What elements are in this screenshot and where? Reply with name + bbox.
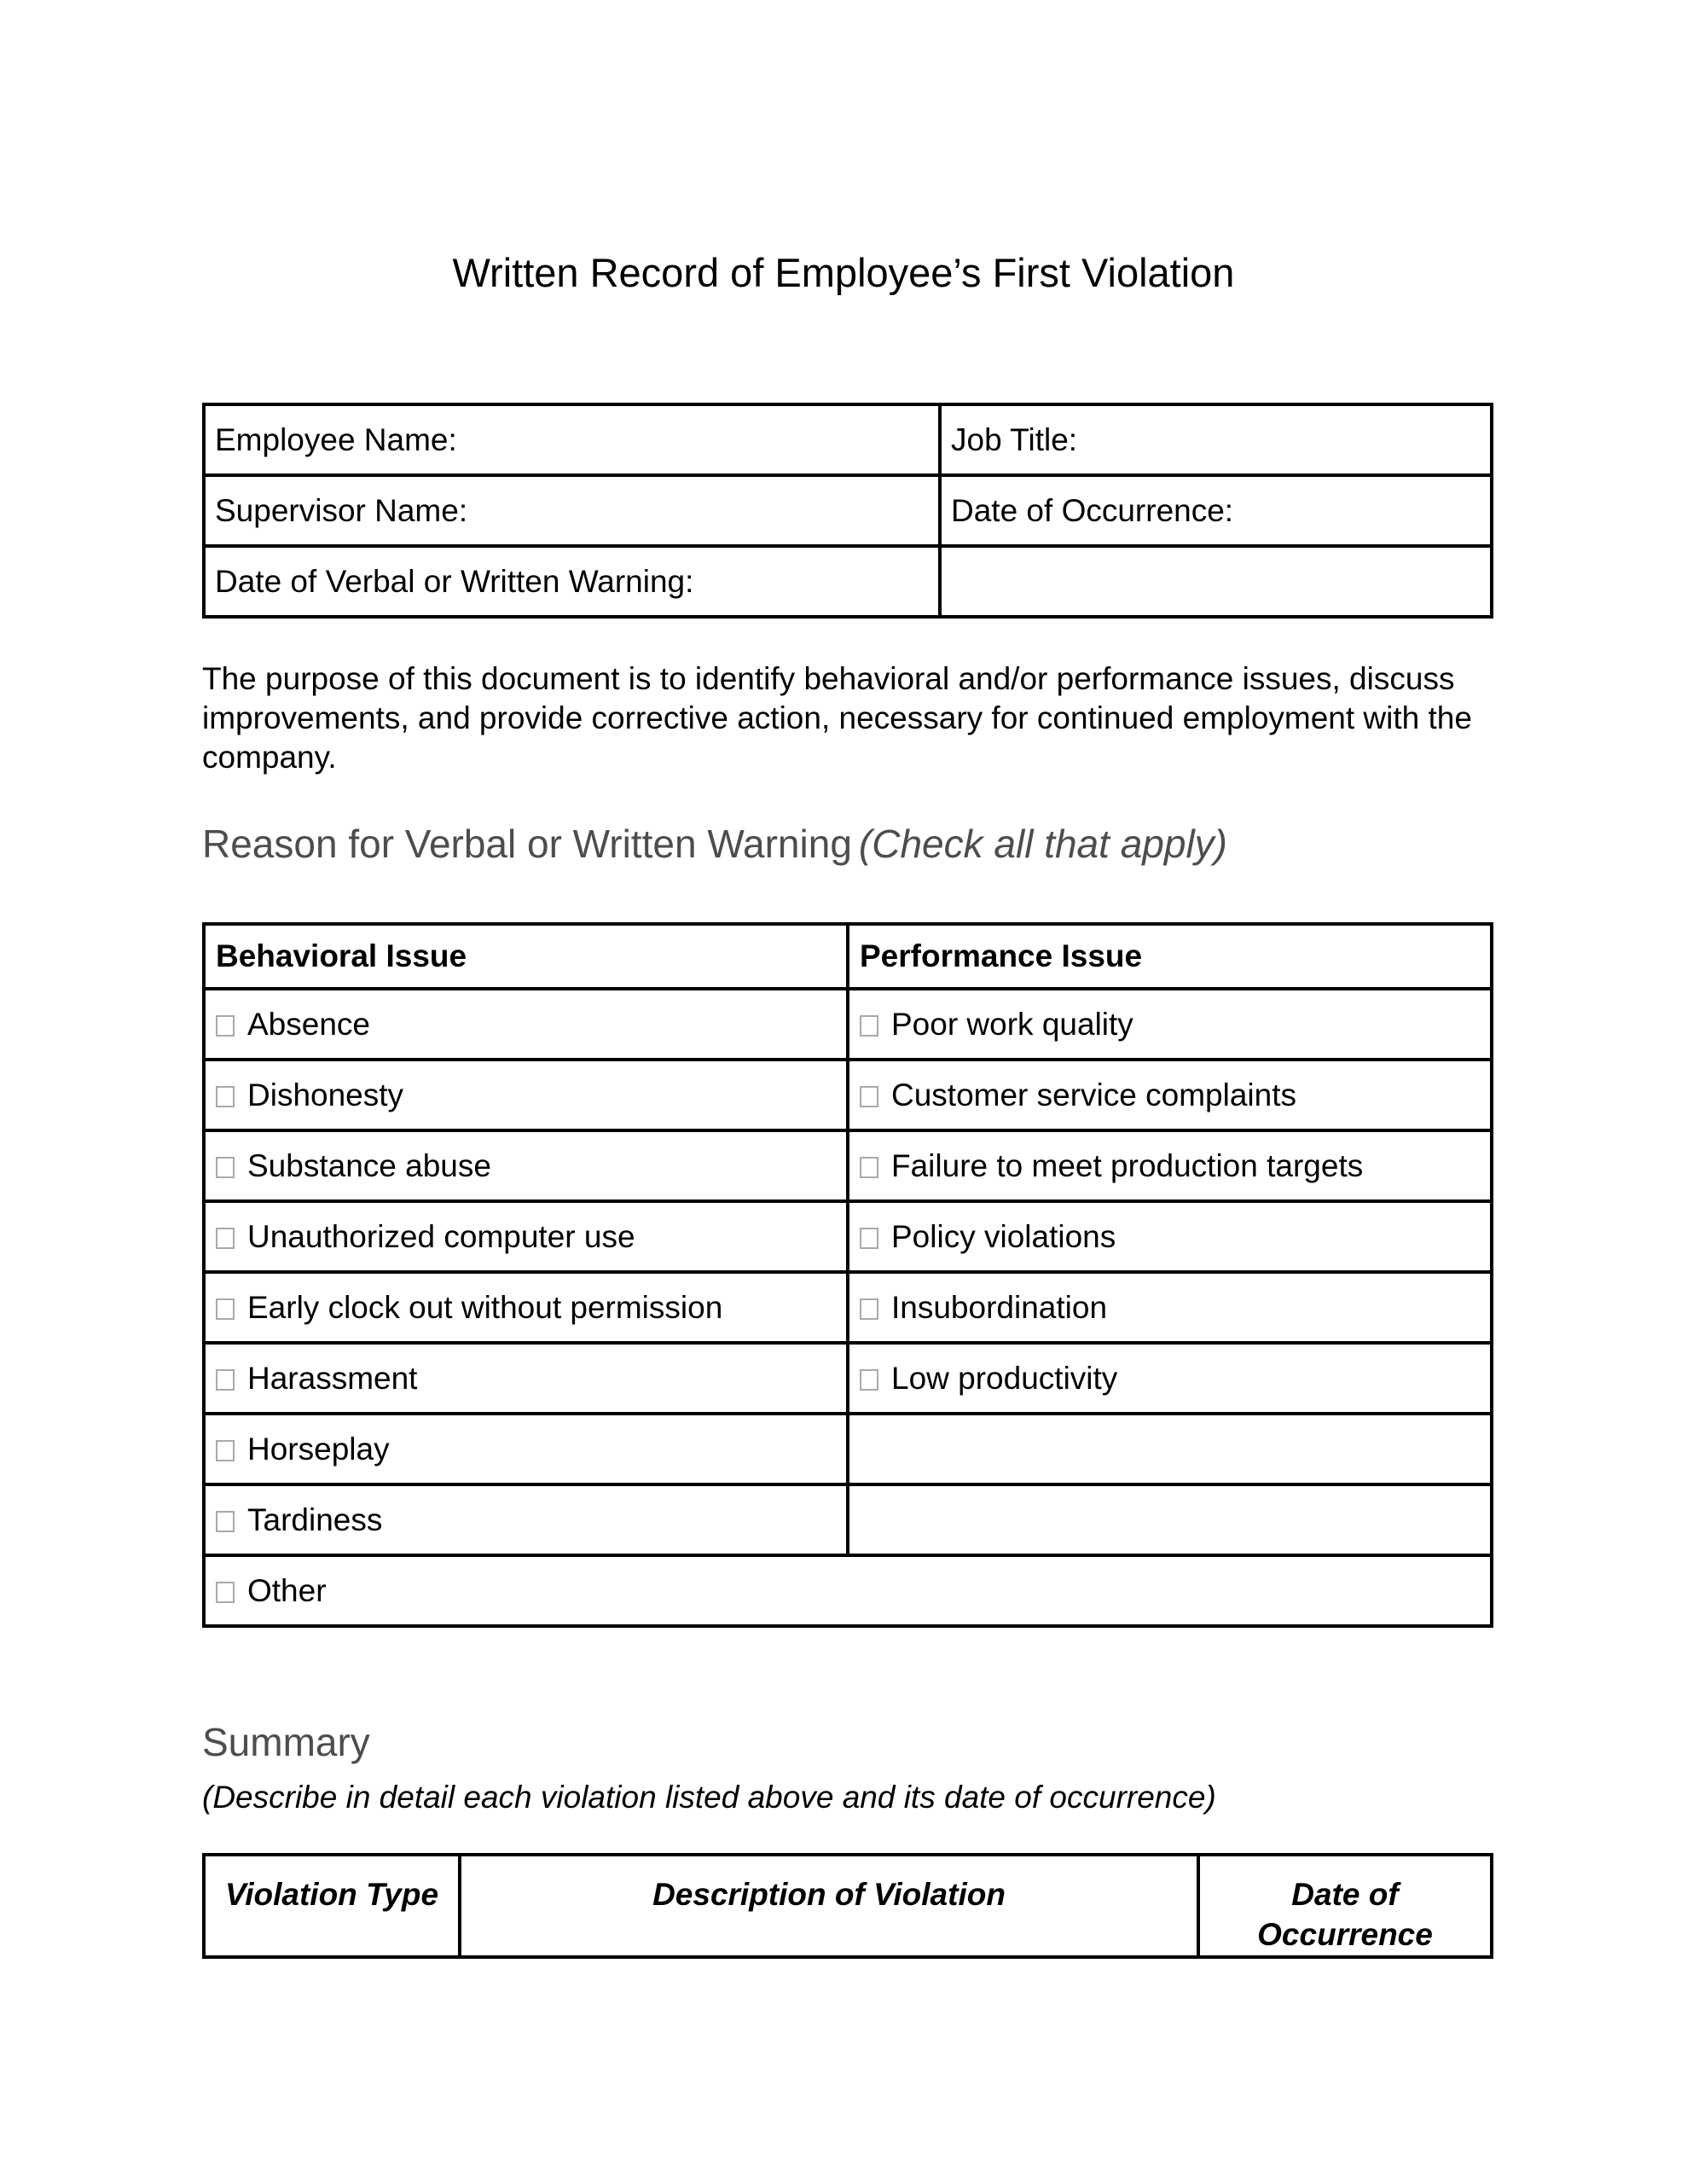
checkbox-label: Failure to meet production targets	[891, 1147, 1364, 1183]
performance-option-cell	[848, 1130, 1492, 1201]
checkbox-customer-service-complaints[interactable]	[860, 1086, 878, 1107]
behavioral-option-cell	[204, 1272, 848, 1343]
document-content	[202, 403, 1490, 1959]
checkbox-other[interactable]	[216, 1582, 235, 1603]
empty-cell[interactable]	[940, 546, 1492, 617]
checkbox-label: Policy violations	[891, 1218, 1116, 1254]
table-row	[204, 546, 1492, 617]
empty-cell	[848, 1414, 1492, 1484]
behavioral-option-cell	[204, 1343, 848, 1414]
field-label: Supervisor Name:	[215, 492, 468, 528]
reason-checklist-table	[202, 922, 1493, 1628]
behavioral-option-cell	[204, 1130, 848, 1201]
checkbox-label: Substance abuse	[247, 1147, 491, 1183]
checkbox-label: Other	[247, 1572, 327, 1608]
empty-cell	[848, 1484, 1492, 1555]
behavioral-option-cell	[204, 1201, 848, 1272]
description-of-violation-header: Description of Violation	[460, 1855, 1198, 1957]
checkbox-policy-violations[interactable]	[860, 1228, 878, 1249]
date-of-occurrence-field[interactable]	[940, 475, 1492, 546]
reason-heading-note: (Check all that apply)	[858, 822, 1227, 866]
checkbox-label: Customer service complaints	[891, 1077, 1296, 1112]
checkbox-label: Poor work quality	[891, 1006, 1133, 1042]
behavioral-option-cell	[204, 1060, 848, 1130]
summary-heading: Summary	[202, 1720, 370, 1764]
table-row	[204, 1060, 1492, 1130]
supervisor-name-field[interactable]	[204, 475, 940, 546]
checkbox-low-productivity[interactable]	[860, 1369, 878, 1391]
table-row	[204, 404, 1492, 475]
date-of-warning-field[interactable]	[204, 546, 940, 617]
table-row	[204, 1414, 1492, 1484]
checkbox-dishonesty[interactable]	[216, 1086, 235, 1107]
behavioral-option-cell	[204, 989, 848, 1060]
table-row	[204, 475, 1492, 546]
checkbox-poor-work-quality[interactable]	[860, 1015, 878, 1037]
reason-section-heading	[202, 820, 1490, 868]
table-row	[204, 1272, 1492, 1343]
document-title: Written Record of Employee’s First Violation	[452, 250, 1235, 295]
checkbox-label: Dishonesty	[247, 1077, 404, 1112]
checkbox-unauthorized-computer-use[interactable]	[216, 1228, 235, 1249]
performance-option-cell	[848, 1272, 1492, 1343]
checkbox-label: Horseplay	[247, 1431, 390, 1467]
performance-issue-header: Performance Issue	[848, 924, 1492, 989]
checkbox-label: Low productivity	[891, 1360, 1118, 1396]
checkbox-horseplay[interactable]	[216, 1440, 235, 1461]
behavioral-option-cell	[204, 1484, 848, 1555]
checkbox-label: Tardiness	[247, 1502, 383, 1537]
performance-option-cell	[848, 989, 1492, 1060]
field-label: Date of Occurrence:	[951, 492, 1234, 528]
table-row	[204, 1201, 1492, 1272]
other-option-cell	[204, 1555, 1492, 1626]
table-row	[204, 1343, 1492, 1414]
date-of-occurrence-header: Date of Occurrence	[1198, 1855, 1492, 1957]
field-label: Job Title:	[951, 421, 1078, 457]
performance-option-cell	[848, 1201, 1492, 1272]
checkbox-label: Unauthorized computer use	[247, 1218, 635, 1254]
checkbox-label: Insubordination	[891, 1289, 1108, 1325]
reason-heading-text: Reason for Verbal or Written Warning	[202, 822, 852, 866]
table-row	[204, 1484, 1492, 1555]
behavioral-option-cell	[204, 1414, 848, 1484]
checkbox-label: Early clock out without permission	[247, 1289, 723, 1325]
table-header-row	[204, 924, 1492, 989]
checkbox-tardiness[interactable]	[216, 1511, 235, 1532]
checkbox-insubordination[interactable]	[860, 1298, 878, 1320]
checkbox-substance-abuse[interactable]	[216, 1157, 235, 1178]
job-title-field[interactable]	[940, 404, 1492, 475]
employee-info-table	[202, 403, 1493, 619]
checkbox-early-clock-out[interactable]	[216, 1298, 235, 1320]
performance-option-cell	[848, 1343, 1492, 1414]
field-label: Date of Verbal or Written Warning:	[215, 563, 694, 599]
behavioral-issue-header: Behavioral Issue	[204, 924, 848, 989]
field-label: Employee Name:	[215, 421, 457, 457]
table-row	[204, 989, 1492, 1060]
violation-type-header: Violation Type	[204, 1855, 460, 1957]
checkbox-label: Harassment	[247, 1360, 418, 1396]
checkbox-label: Absence	[247, 1006, 370, 1042]
table-header-row	[204, 1855, 1492, 1957]
table-row	[204, 1555, 1492, 1626]
checkbox-harassment[interactable]	[216, 1369, 235, 1391]
violations-table	[202, 1853, 1493, 1959]
checkbox-absence[interactable]	[216, 1015, 235, 1037]
checkbox-failure-production-targets[interactable]	[860, 1157, 878, 1178]
performance-option-cell	[848, 1060, 1492, 1130]
employee-name-field[interactable]	[204, 404, 940, 475]
purpose-paragraph: The purpose of this document is to identify behavioral and/or performance issues, discuss improvements, and provide corrective action, necessary for continued employment with the company.	[202, 661, 1472, 775]
summary-instruction: (Describe in detail each violation listed above and its date of occurrence)	[202, 1780, 1216, 1815]
table-row	[204, 1130, 1492, 1201]
